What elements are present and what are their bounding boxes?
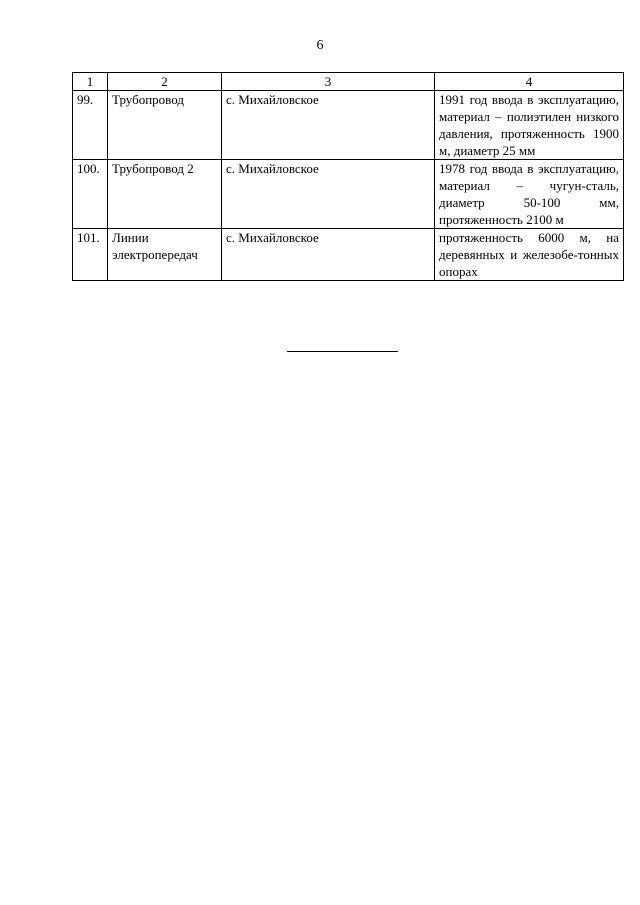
object-location: с. Михайловское	[222, 229, 435, 281]
column-header-name: 2	[108, 73, 222, 91]
object-name: Трубопровод 2	[108, 160, 222, 229]
object-description: 1991 год ввода в эксплуатацию, материал – полиэтилен низкого давления, протяженность 1900 м, диаметр 25 мм	[435, 91, 624, 160]
table-header-row	[73, 73, 624, 91]
object-location: с. Михайловское	[222, 160, 435, 229]
table-row	[73, 160, 624, 229]
table-row	[73, 91, 624, 160]
table-row	[73, 229, 624, 281]
end-of-document-rule	[287, 351, 398, 352]
row-number: 99.	[73, 91, 108, 160]
row-number: 100.	[73, 160, 108, 229]
object-location: с. Михайловское	[222, 91, 435, 160]
object-name: Линии электропередач	[108, 229, 222, 281]
column-header-number: 1	[73, 73, 108, 91]
column-header-description: 4	[435, 73, 624, 91]
page-number: 6	[316, 38, 324, 53]
column-header-location: 3	[222, 73, 435, 91]
object-name: Трубопровод	[108, 91, 222, 160]
object-description: протяженность 6000 м, на деревянных и железобе-тонных опорах	[435, 229, 624, 281]
row-number: 101.	[73, 229, 108, 281]
property-table	[72, 72, 624, 281]
object-description: 1978 год ввода в эксплуатацию, материал – чугун-сталь, диаметр 50-100 мм, протяженность 2100 м	[435, 160, 624, 229]
